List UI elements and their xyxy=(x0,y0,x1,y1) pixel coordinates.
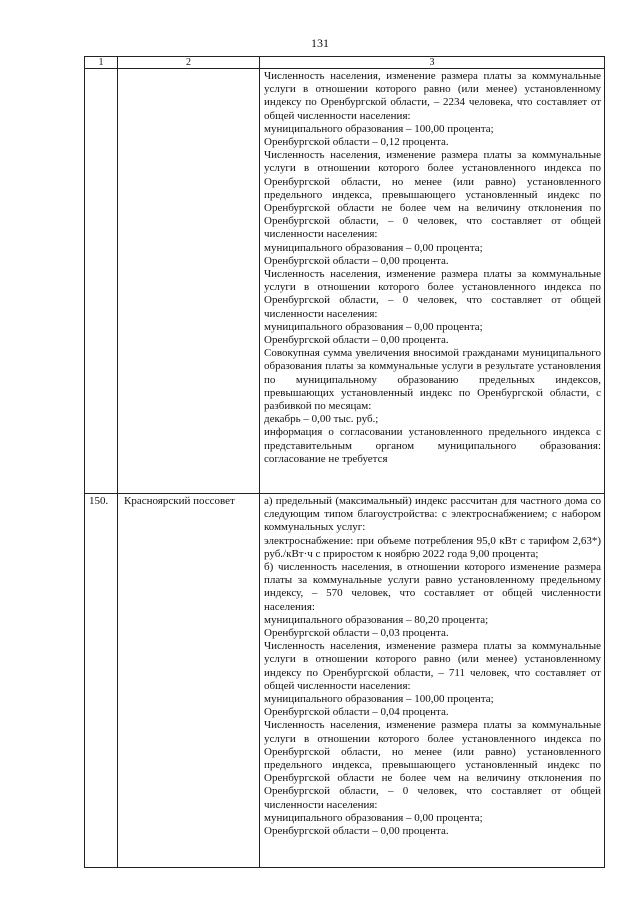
text-line: а) предельный (максимальный) индекс рассчитан для частного дома со следующим типом благоустройства: с электроснабжением; с набором коммунальных услуг: xyxy=(264,495,601,534)
row-number xyxy=(85,69,118,494)
text-line: муниципального образования – 0,00 процента; xyxy=(264,320,483,333)
text-line: электроснабжение: при объеме потребления 95,0 кВт с тарифом 2,63*) руб./кВт·ч с приростом к ноябрю 2022 года 9,00 процента; xyxy=(264,534,601,560)
text-line: Оренбургской области – 0,04 процента. xyxy=(264,706,449,719)
table-header-row xyxy=(85,57,605,69)
text-line: Совокупная сумма увеличения вносимой гражданами муниципального образования платы за коммунальные услуги в результате установления по муниципальному образованию предельных индексов, превышающих установленный индекс по Оренбургской области, с разбивкой по месяцам: xyxy=(264,347,601,413)
text-line: муниципального образования – 0,00 процента; xyxy=(264,241,483,254)
text-line: Численность населения, изменение размера платы за коммунальные услуги в отношении которого более установленного индекса по Оренбургской области, но менее (или равно) установленного предельного индекса, превышающего установленный индекс по Оренбургской области не более чем на величину отклонения по Оренбургской области, – 0 человек, что составляет от общей численности населения: xyxy=(264,719,601,811)
text-line: декабрь – 0,00 тыс. руб.; xyxy=(264,413,379,426)
header-col-1: 1 xyxy=(85,57,118,69)
text-line: Численность населения, изменение размера платы за коммунальные услуги в отношении которого более установленного индекса по Оренбургской области, но менее (или равно) установленного предельного индекса, превышающего установленный индекс по Оренбургской области не более чем на величину отклонения по Оренбургской области, – 0 человек, что составляет от общей численности населения: xyxy=(264,149,601,241)
text-line: Оренбургской области – 0,00 процента. xyxy=(264,334,449,347)
municipality-name xyxy=(118,69,260,494)
row-description xyxy=(260,69,605,494)
municipality-name: Красноярский поссовет xyxy=(118,494,260,868)
header-col-3: 3 xyxy=(260,57,605,69)
row-number: 150. xyxy=(85,494,118,868)
header-col-2: 2 xyxy=(118,57,260,69)
text-line: Оренбургской области – 0,00 процента. xyxy=(264,825,449,838)
text-line: муниципального образования – 100,00 процента; xyxy=(264,693,494,706)
text-line: Оренбургской области – 0,12 процента. xyxy=(264,136,449,149)
page-number: 131 xyxy=(311,36,329,50)
table-row xyxy=(85,69,605,494)
text-line: информация о согласовании установленного предельного индекса с представительным органом муниципального образования: согласование не требуется xyxy=(264,426,601,465)
row-description xyxy=(260,494,605,868)
document-table xyxy=(84,56,605,868)
table-row xyxy=(85,494,605,868)
text-line: Численность населения, изменение размера платы за коммунальные услуги в отношении которого равно (или менее) установленному индексу по Оренбургской области, – 711 человек, что составляет от общей численности населения: xyxy=(264,640,601,692)
text-line: Оренбургской области – 0,00 процента. xyxy=(264,254,449,267)
text-line: Оренбургской области – 0,03 процента. xyxy=(264,627,449,640)
text-line: муниципального образования – 0,00 процента; xyxy=(264,811,483,824)
text-line: Численность населения, изменение размера платы за коммунальные услуги в отношении которого равно (или менее) установленному индексу по Оренбургской области, – 2234 человека, что составляет от общей численности населения: xyxy=(264,70,601,122)
text-line: Численность населения, изменение размера платы за коммунальные услуги в отношении которого более установленного индекса по Оренбургской области, – 0 человек, что составляет от общей численности населения: xyxy=(264,268,601,320)
text-line: б) численность населения, в отношении которого изменение размера платы за коммунальные услуги равно установленному предельному индексу, – 570 человек, что составляет от общей численности населения: xyxy=(264,561,601,613)
text-line: муниципального образования – 80,20 процента; xyxy=(264,613,489,626)
text-line: муниципального образования – 100,00 процента; xyxy=(264,122,494,135)
